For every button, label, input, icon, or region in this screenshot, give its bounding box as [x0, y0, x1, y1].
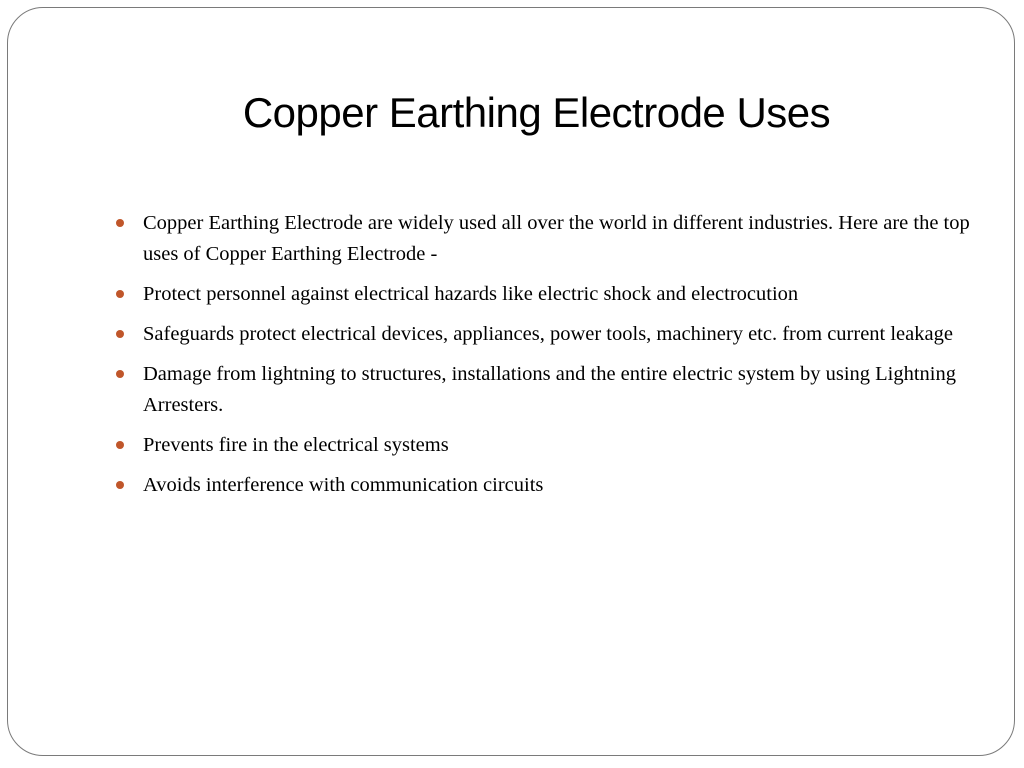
list-item	[116, 319, 976, 350]
bullet-icon	[116, 481, 124, 489]
list-item	[116, 208, 976, 270]
list-item	[116, 359, 976, 421]
bullet-icon	[116, 219, 124, 227]
bullet-text: Prevents fire in the electrical systems	[143, 434, 449, 456]
bullet-list	[116, 208, 976, 510]
list-item	[116, 430, 976, 461]
bullet-icon	[116, 290, 124, 298]
bullet-text: Protect personnel against electrical hazards like electric shock and electrocution	[143, 283, 799, 305]
list-item	[116, 279, 976, 310]
slide-title: Copper Earthing Electrode Uses	[242, 89, 831, 136]
bullet-text: Copper Earthing Electrode are widely used all over the world in different industries. Here are the top uses of Copper Earthing Electrode -	[143, 212, 970, 265]
list-item	[116, 470, 976, 501]
bullet-text: Avoids interference with communication circuits	[143, 474, 544, 496]
bullet-icon	[116, 330, 124, 338]
bullet-icon	[116, 370, 124, 378]
bullet-text: Damage from lightning to structures, installations and the entire electric system by using Lightning Arresters.	[143, 363, 956, 416]
bullet-text: Safeguards protect electrical devices, appliances, power tools, machinery etc. from current leakage	[143, 323, 953, 345]
bullet-icon	[116, 441, 124, 449]
